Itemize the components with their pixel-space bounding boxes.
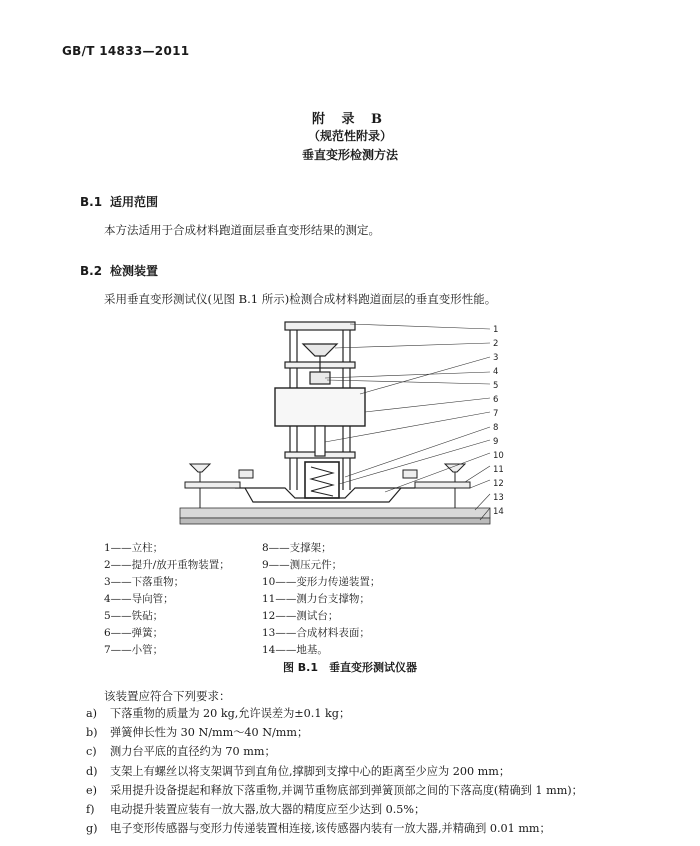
appendix-name: 垂直变形检测方法	[301, 148, 398, 162]
item-text: 测力台平底的直径约为 70 mm；	[110, 745, 276, 759]
requirement-item	[86, 781, 686, 800]
requirement-item	[86, 819, 686, 838]
section-body-b2: 采用垂直变形测试仪(见图 B.1 所示)检测合成材料跑道面层的垂直变形性能。	[104, 292, 497, 306]
legend-item: 12——测试台；	[262, 610, 339, 622]
item-text: 支架上有螺丝以将支架调节到直角位,撑脚到支撑中心的距离至少应为 200 mm；	[110, 764, 511, 778]
section-heading-b2	[80, 262, 158, 279]
item-text: 弹簧伸长性为 30 N/mm～40 N/mm；	[110, 726, 309, 740]
callout-number: 5	[493, 381, 499, 391]
section-heading-b1	[80, 193, 158, 210]
callout-number: 3	[493, 353, 499, 363]
foundation	[180, 508, 490, 524]
legend-left	[104, 540, 230, 659]
legend-item: 4——导向管；	[104, 593, 174, 605]
section-title: 适用范围	[110, 195, 159, 209]
section-number: B.1	[80, 195, 103, 209]
left-adjust-screw	[185, 464, 253, 508]
apparatus-figure	[175, 312, 515, 534]
callout-number: 4	[493, 367, 499, 377]
item-label: f)	[86, 803, 95, 817]
item-text: 电子变形传感器与变形力传递装置相连接,该传感器内装有一放大器,并精确到 0.01 mm；	[110, 822, 551, 836]
item-label: b)	[86, 726, 98, 740]
callout-number: 9	[493, 437, 499, 447]
requirement-item	[86, 742, 686, 761]
callout-number: 10	[493, 451, 504, 461]
appendix-subtitle: （规范性附录）	[307, 129, 392, 143]
item-text: 采用提升设备提起和释放下落重物,并调节重物底部到弹簧顶部之间的下落高度(精确到 1 mm)；	[110, 783, 583, 797]
legend-item: 10——变形力传递装置；	[262, 576, 381, 588]
callout-number: 12	[493, 479, 504, 489]
requirement-item	[86, 762, 686, 781]
legend-item: 1——立柱；	[104, 542, 164, 554]
legend-right	[262, 540, 380, 659]
legend-item: 2——提升/放开重物装置；	[104, 559, 230, 571]
legend-item: 8——支撑架；	[262, 542, 332, 554]
section-title: 检测装置	[110, 264, 159, 278]
requirement-item	[86, 704, 686, 723]
item-text: 下落重物的质量为 20 kg,允许误差为±0.1 kg；	[110, 707, 351, 720]
support-frame	[235, 322, 415, 502]
figure-caption: 图 B.1 垂直变形测试仪器	[282, 661, 418, 674]
item-label: c)	[86, 745, 97, 759]
callout-number: 13	[493, 493, 504, 503]
legend-item: 14——地基。	[262, 644, 328, 656]
legend-item: 9——测压元件；	[262, 559, 343, 571]
callout-number: 8	[493, 423, 499, 433]
standard-code: GB/T 14833—2011	[62, 44, 190, 58]
legend-item: 11——测力台支撑物；	[262, 593, 370, 605]
legend-item: 13——合成材料表面；	[262, 627, 370, 639]
callout-number: 1	[493, 325, 499, 335]
callout-number: 2	[493, 339, 499, 349]
item-label: g)	[86, 822, 98, 836]
requirements-list	[86, 704, 686, 838]
callout-number: 14	[493, 507, 504, 517]
callout-labels	[493, 325, 504, 517]
legend-item: 7——小管；	[104, 644, 164, 656]
item-label: a)	[86, 707, 98, 720]
requirement-item	[86, 800, 686, 819]
section-body-b1: 本方法适用于合成材料跑道面层垂直变形结果的测定。	[104, 223, 380, 237]
section-number: B.2	[80, 264, 103, 278]
callout-number: 11	[493, 465, 504, 475]
item-label: e)	[86, 783, 97, 797]
requirement-item	[86, 723, 686, 742]
legend-item: 6——弹簧；	[104, 627, 164, 639]
legend-item: 3——下落重物；	[104, 576, 185, 588]
callout-number: 7	[493, 409, 499, 419]
legend-item: 5——铁砧；	[104, 610, 164, 622]
requirements-intro: 该装置应符合下列要求：	[104, 689, 231, 703]
item-label: d)	[86, 764, 98, 778]
item-text: 电动提升装置应装有一放大器,放大器的精度应至少达到 0.5%；	[110, 803, 426, 817]
appendix-title: 附 录 B	[311, 112, 389, 127]
callout-number: 6	[493, 395, 499, 405]
right-adjust-screw	[403, 464, 470, 508]
